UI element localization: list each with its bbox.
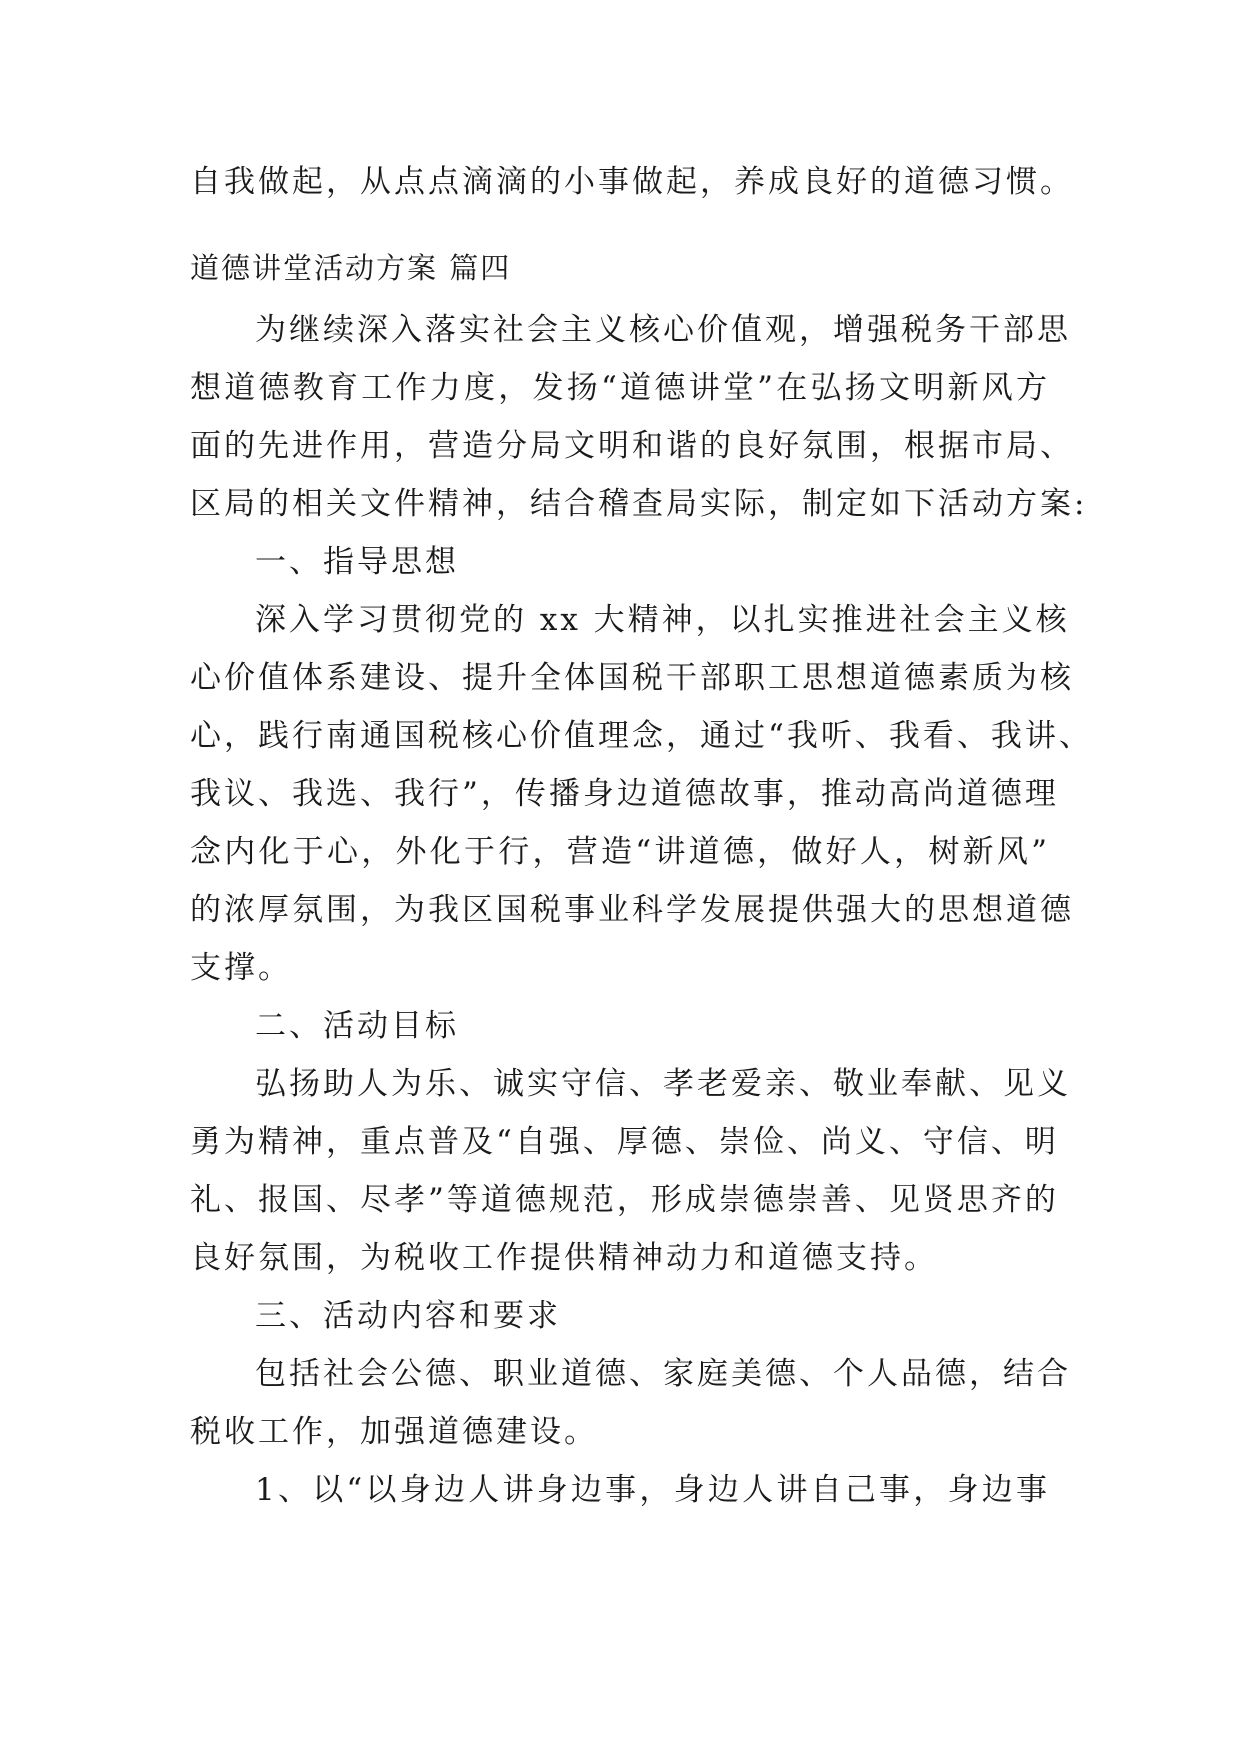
activity-goals-paragraph [190, 1055, 1071, 1287]
paragraph-line: 良好氛围，为税收工作提供精神动力和道德支持。 [190, 1240, 938, 1276]
subheading-activity-content: 三、活动内容和要求 [255, 1298, 561, 1334]
paragraph-line: 想道德教育工作力度，发扬“道德讲堂”在弘扬文明新风方 [190, 370, 1050, 406]
paragraph-line: 深入学习贯彻党的 xx 大精神，以扎实推进社会主义核 [255, 602, 1070, 638]
paragraph-line: 心，践行南通国税核心价值理念，通过“我听、我看、我讲、 [190, 718, 1093, 754]
paragraph-line: 弘扬助人为乐、诚实守信、孝老爱亲、敬业奉献、见义 [255, 1066, 1071, 1102]
paragraph-line: 的浓厚氛围，为我区国税事业科学发展提供强大的思想道德 [190, 892, 1074, 928]
paragraph-line: 礼、报国、尽孝”等道德规范，形成崇德崇善、见贤思齐的 [190, 1182, 1059, 1218]
guiding-thought-paragraph [190, 591, 1093, 997]
continued-line: 自我做起，从点点滴滴的小事做起，养成良好的道德习惯。 [190, 164, 1074, 200]
intro-paragraph [190, 301, 1088, 533]
paragraph-line: 为继续深入落实社会主义核心价值观，增强税务干部思 [255, 312, 1071, 348]
paragraph-line: 勇为精神，重点普及“自强、厚德、崇俭、尚义、守信、明 [190, 1124, 1059, 1160]
paragraph-line: 区局的相关文件精神，结合稽查局实际，制定如下活动方案: [190, 486, 1088, 522]
document-body [190, 153, 1093, 1519]
paragraph-line: 1、以“以身边人讲身边事，身边人讲自己事，身边事 [255, 1472, 1050, 1508]
paragraph-line: 念内化于心，外化于行，营造“讲道德，做好人，树新风” [190, 834, 1050, 870]
paragraph-line: 支撑。 [190, 950, 292, 986]
activity-content-paragraph [190, 1345, 1071, 1461]
paragraph-line: 心价值体系建设、提升全体国税干部职工思想道德素质为核 [190, 660, 1074, 696]
paragraph-line: 面的先进作用，营造分局文明和谐的良好氛围，根据市局、 [190, 428, 1074, 464]
subheading-activity-goals: 二、活动目标 [255, 1008, 459, 1044]
subheading-guiding-thought: 一、指导思想 [255, 544, 459, 580]
paragraph-line: 税收工作，加强道德建设。 [190, 1414, 598, 1450]
item-1-paragraph [190, 1461, 1050, 1519]
section-title: 道德讲堂活动方案 篇四 [190, 251, 512, 285]
paragraph-line: 包括社会公德、职业道德、家庭美德、个人品德，结合 [255, 1356, 1071, 1392]
paragraph-line: 我议、我选、我行”，传播身边道德故事，推动高尚道德理 [190, 776, 1059, 812]
